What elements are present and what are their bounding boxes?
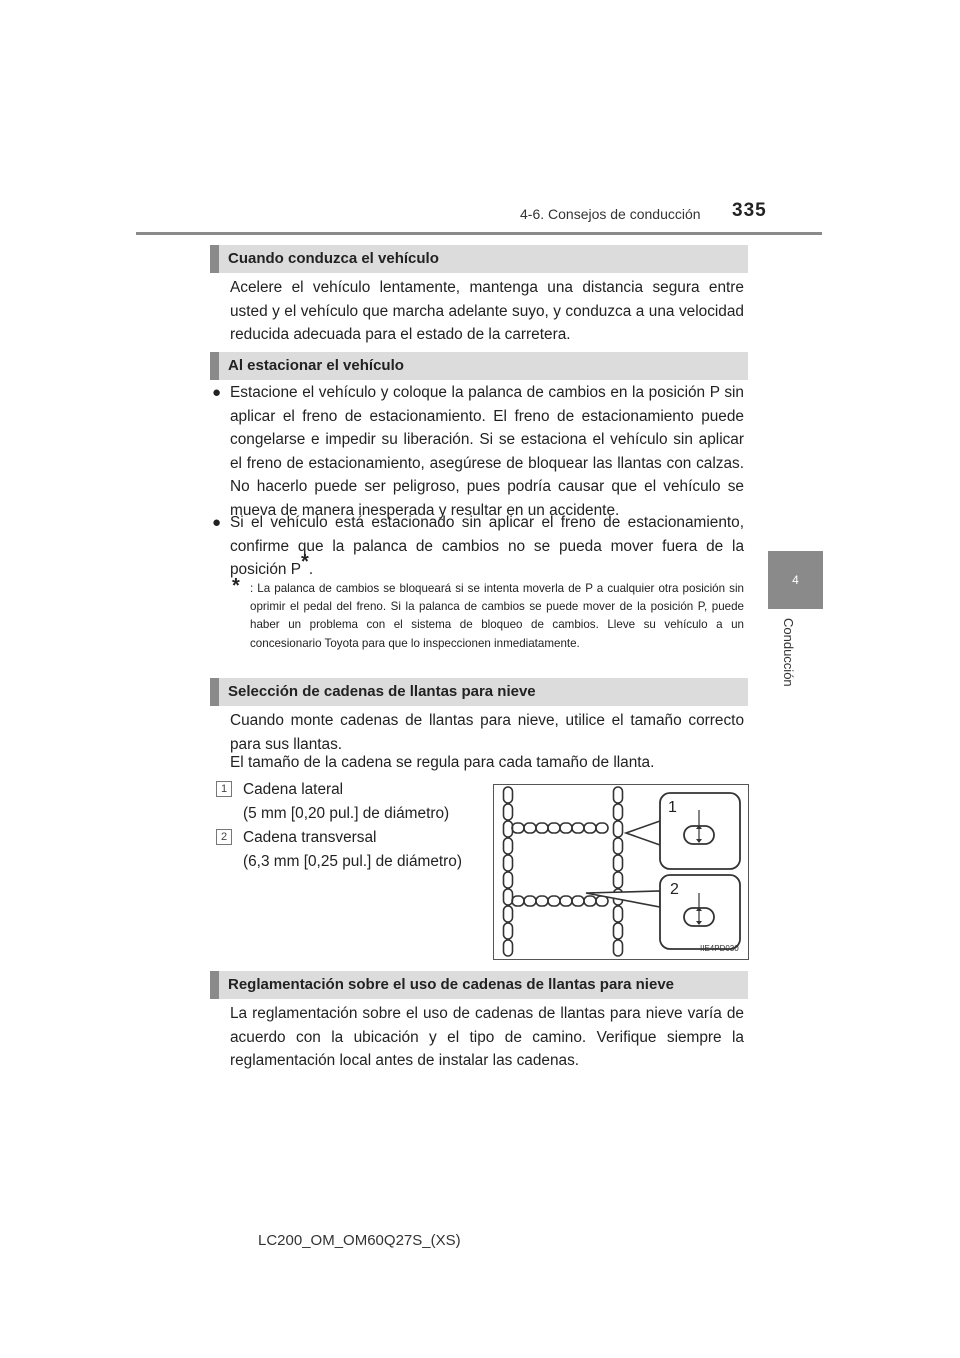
regulations-paragraph: La reglamentación sobre el uso de cadenas de llantas para nieve varía de acuerdo con la ubicación y el tipo de camino. Verifique siempre la reglamentación local antes de instalar las cadenas. [230, 1005, 744, 1069]
chains-paragraph-2: El tamaño de la cadena se regula para cada tamaño de llanta. [230, 754, 655, 771]
chapter-tab[interactable]: 4 [768, 551, 823, 609]
side-chain-right [614, 787, 623, 956]
legend-number-1: 1 [216, 781, 232, 797]
asterisk-mark: * [301, 550, 309, 573]
legend-item-1 [243, 778, 449, 825]
figure-code: IIE4PD030 [700, 944, 739, 953]
section-heading-driving: Cuando conduzca el vehículo [210, 245, 748, 273]
figure-callout-label-2: 2 [670, 881, 679, 898]
cross-chain-lower [512, 896, 608, 906]
figure-callout-label-1: 1 [668, 799, 677, 816]
snow-chain-drawing [494, 785, 748, 959]
cross-chain-upper [512, 823, 608, 833]
legend-item-2-size: (6,3 mm [0,25 pul.] de diámetro) [243, 852, 462, 870]
page-number: 335 [732, 200, 767, 221]
snow-chain-illustration [493, 784, 749, 960]
footnote-text: : La palanca de cambios se bloqueará si se intenta moverla de P a cualquier otra posición sin oprimir el pedal del freno. Si la palanca de cambios se puede mover de la posición P, puede haber un problema con el sistema de bloqueo de cambios. Lleve su vehículo a un concesionario Toyota para que lo inspeccionen inmediatamente. [250, 582, 744, 650]
driving-paragraph: Acelere el vehículo lentamente, mantenga una distancia segura entre usted y el vehículo que marcha adelante suyo, y conduzca a una velocidad reducida adecuada para el estado de la carretera. [230, 279, 744, 343]
legend-number-2: 2 [216, 829, 232, 845]
parking-bullet-1 [212, 381, 744, 522]
callout-2 [586, 875, 740, 949]
header-rule [136, 232, 822, 235]
parking-bullet-2: ● Si el vehículo está estacionado sin aplicar el freno de estacionamiento, confirme que la palanca de cambios no se pueda mover fuera de la posición P*. [212, 511, 744, 582]
parking-footnote [232, 575, 744, 653]
section-heading-parking: Al estacionar el vehículo [210, 352, 748, 380]
chapter-label-text: Conducción [781, 618, 796, 687]
footnote-asterisk: * [232, 575, 240, 597]
callout-1 [626, 793, 740, 869]
bullet-dot-icon: ● [212, 514, 222, 531]
parking-bullet-2-text: Si el vehículo está estacionado sin aplicar el freno de estacionamiento, confirme que la palanca de cambios no se pueda mover fuera de la posición P [230, 514, 744, 578]
document-code: LC200_OM_OM60Q27S_(XS) [258, 1232, 461, 1249]
parking-bullet-1-text: Estacione el vehículo y coloque la palanca de cambios en la posición P sin aplicar el freno de estacionamiento. El freno de estacionamiento puede congelarse e impedir su liberación. Si se estaciona el vehículo sin aplicar el freno de estacionamiento, asegúrese de bloquear las llantas con calzas. No hacerlo puede ser peligroso, pues podría causar que el vehículo se mueva de manera inesperada y resultar en un accidente. [230, 384, 744, 519]
section-heading-chains: Selección de cadenas de llantas para nieve [210, 678, 748, 706]
chapter-label [782, 618, 802, 748]
legend-item-1-size: (5 mm [0,20 pul.] de diámetro) [243, 804, 450, 822]
legend-item-1-name: Cadena lateral [243, 781, 344, 798]
legend-item-2 [243, 826, 462, 873]
legend-item-2-name: Cadena transversal [243, 829, 377, 846]
section-heading-regulations: Reglamentación sobre el uso de cadenas de llantas para nieve [210, 971, 748, 999]
header-section-title: 4-6. Consejos de conducción [520, 206, 701, 222]
bullet-dot-icon: ● [212, 384, 222, 401]
chains-paragraph-1: Cuando monte cadenas de llantas para nieve, utilice el tamaño correcto para sus llantas. [230, 712, 744, 753]
side-chain-left [504, 787, 513, 956]
